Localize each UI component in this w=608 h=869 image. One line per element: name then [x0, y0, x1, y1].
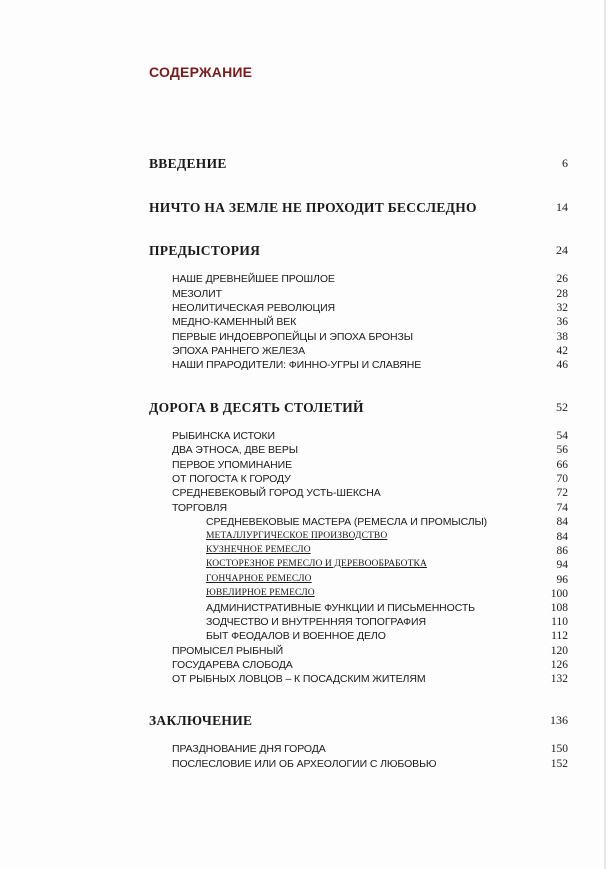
toc-page-number: 26: [556, 273, 568, 285]
toc-page-number: 70: [556, 473, 568, 485]
toc-item-label: ПЕРВЫЕ ИНДОЕВРОПЕЙЦЫ И ЭПОХА БРОНЗЫ: [172, 331, 413, 343]
toc-page-number: 110: [551, 616, 568, 628]
toc-page-number: 112: [551, 630, 568, 642]
toc-item-label: РЫБИНСКА ИСТОКИ: [172, 430, 275, 442]
page-title: СОДЕРЖАНИЕ: [149, 64, 253, 80]
toc-page-number: 54: [556, 430, 568, 442]
toc-item-label: БЫТ ФЕОДАЛОВ И ВОЕННОЕ ДЕЛО: [206, 630, 386, 642]
toc-page-number: 120: [550, 645, 568, 657]
toc-page-number: 42: [556, 345, 568, 357]
toc-page-number: 152: [550, 758, 568, 770]
toc-section-label: ПРЕДЫСТОРИЯ: [149, 243, 261, 258]
toc-page-number: 46: [556, 359, 568, 371]
toc-item-label: ОТ РЫБНЫХ ЛОВЦОВ – К ПОСАДСКИМ ЖИТЕЛЯМ: [172, 673, 426, 685]
toc-item-label: НАШИ ПРАРОДИТЕЛИ: ФИННО-УГРЫ И СЛАВЯНЕ: [172, 359, 422, 371]
toc-item-label: ТОРГОВЛЯ: [172, 502, 227, 514]
toc-item-label: ПРАЗДНОВАНИЕ ДНЯ ГОРОДА: [172, 743, 326, 755]
toc-page-number: 24: [556, 243, 568, 257]
toc-item-label: ПЕРВОЕ УПОМИНАНИЕ: [172, 459, 292, 471]
toc-page-number: 56: [556, 444, 568, 456]
toc-page-number: 74: [556, 502, 568, 514]
toc-page-number: 66: [556, 459, 568, 471]
toc-item-label: ОТ ПОГОСТА К ГОРОДУ: [172, 473, 291, 485]
toc-page-number: 136: [550, 713, 568, 727]
toc-page-number: 150: [550, 743, 568, 755]
toc-page-number: 84: [556, 531, 568, 543]
toc-section-label: ДОРОГА В ДЕСЯТЬ СТОЛЕТИЙ: [149, 400, 364, 415]
toc-page-number: 28: [556, 288, 568, 300]
toc-item-label: КУЗНЕЧНОЕ РЕМЕСЛО: [206, 545, 311, 555]
toc-item-label: СРЕДНЕВЕКОВЫЙ ГОРОД УСТЬ-ШЕКСНА: [172, 487, 381, 499]
toc-item-label: НЕОЛИТИЧЕСКАЯ РЕВОЛЮЦИЯ: [172, 302, 336, 314]
toc-item-label: НАШЕ ДРЕВНЕЙШЕЕ ПРОШЛОЕ: [172, 273, 335, 285]
toc-page-number: 94: [556, 559, 568, 571]
toc-page-number: 84: [556, 516, 568, 528]
toc-section-label: НИЧТО НА ЗЕМЛЕ НЕ ПРОХОДИТ БЕССЛЕДНО: [149, 200, 477, 215]
toc-page-number: 6: [562, 156, 568, 170]
toc-item-label: ГОНЧАРНОЕ РЕМЕСЛО: [206, 574, 312, 584]
toc-item-label: АДМИНИСТРАТИВНЫЕ ФУНКЦИИ И ПИСЬМЕННОСТЬ: [206, 602, 475, 614]
toc-item-label: СРЕДНЕВЕКОВЫЕ МАСТЕРА (РЕМЕСЛА И ПРОМЫСЛЫ): [206, 516, 488, 528]
toc-page-number: 96: [556, 574, 568, 586]
toc-item-label: ПОСЛЕСЛОВИЕ ИЛИ ОБ АРХЕОЛОГИИ С ЛЮБОВЬЮ: [172, 758, 437, 770]
toc-item-label: КОСТОРЕЗНОЕ РЕМЕСЛО И ДЕРЕВООБРАБОТКА: [206, 559, 427, 569]
toc-item-label: МЕТАЛЛУРГИЧЕСКОЕ ПРОИЗВОДСТВО: [206, 531, 388, 541]
toc-page-number: 100: [550, 588, 568, 600]
toc-page-number: 86: [556, 545, 568, 557]
toc-item-label: МЕДНО-КАМЕННЫЙ ВЕК: [172, 316, 297, 328]
toc-section-label: ЗАКЛЮЧЕНИЕ: [149, 713, 253, 728]
toc-page-number: 32: [556, 302, 568, 314]
toc-item-label: МЕЗОЛИТ: [172, 288, 222, 300]
toc-page-number: 52: [556, 400, 568, 414]
toc-section-label: ВВЕДЕНИЕ: [149, 156, 227, 171]
toc-item-label: ЗОДЧЕСТВО И ВНУТРЕННЯЯ ТОПОГРАФИЯ: [206, 616, 426, 628]
toc-page-number: 72: [556, 487, 568, 499]
toc-item-label: ГОСУДАРЕВА СЛОБОДА: [172, 659, 293, 671]
toc-item-label: ПРОМЫСЕЛ РЫБНЫЙ: [172, 645, 284, 657]
toc-page-number: 36: [556, 316, 568, 328]
toc-page-number: 38: [556, 331, 568, 343]
toc-item-label: ДВА ЭТНОСА, ДВЕ ВЕРЫ: [172, 444, 298, 456]
toc-page-number: 132: [550, 673, 568, 685]
toc-item-label: ЮВЕЛИРНОЕ РЕМЕСЛО: [206, 588, 315, 598]
toc-page-number: 14: [556, 200, 568, 214]
toc-page-number: 108: [550, 602, 568, 614]
toc-page-number: 126: [550, 659, 568, 671]
toc-item-label: ЭПОХА РАННЕГО ЖЕЛЕЗА: [172, 345, 306, 357]
